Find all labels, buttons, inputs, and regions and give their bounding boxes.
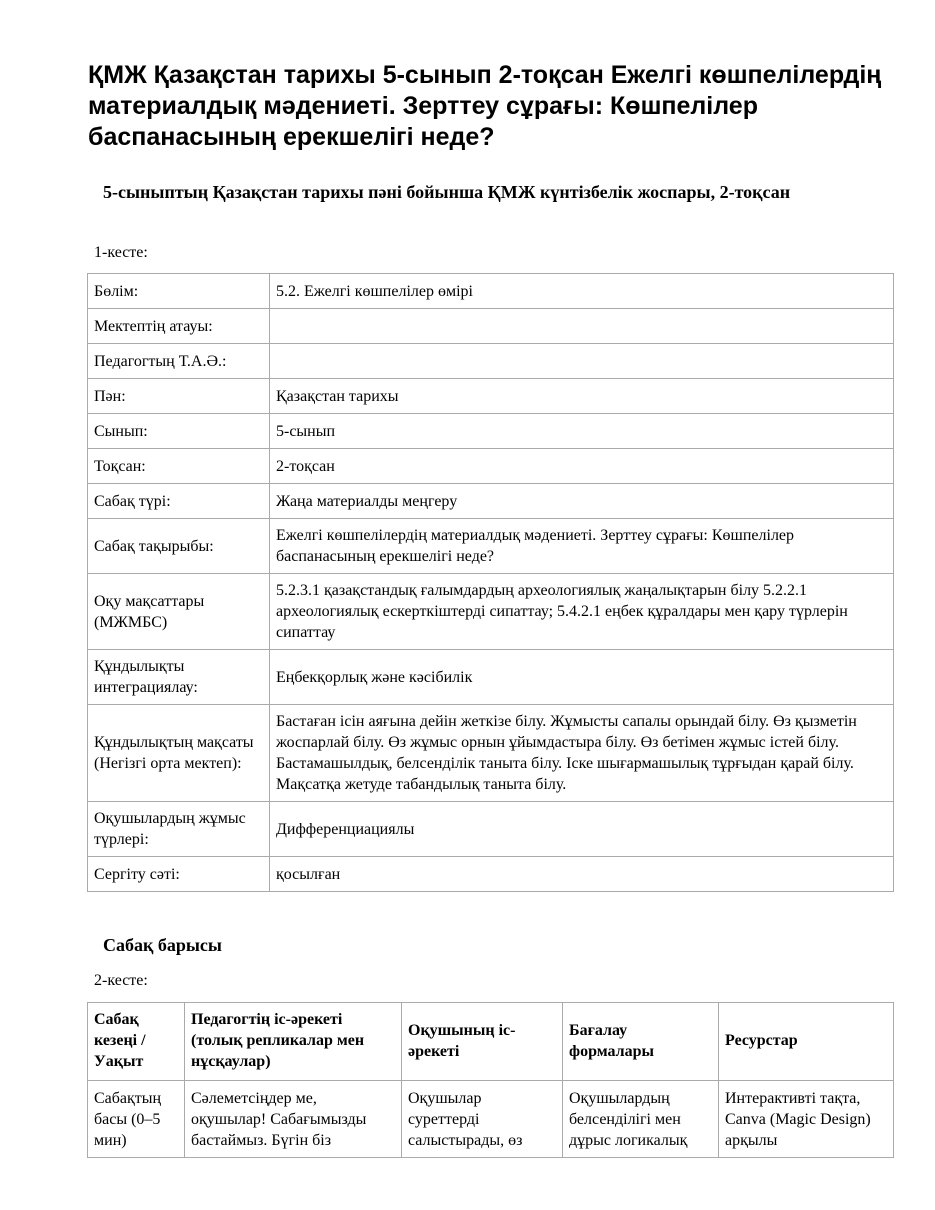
column-header-student-actions: Оқушының іс-әрекеті [402, 1003, 563, 1081]
row-label: Тоқсан: [88, 449, 270, 484]
row-label: Бөлім: [88, 274, 270, 309]
table-row [88, 1081, 894, 1158]
page-title: ҚМЖ Қазақстан тарихы 5-сынып 2-тоқсан Ежелгі көшпелілердің материалдық мәдениеті. Зерттеу сұрағы: Көшпелілер баспанасының ерекшелігі неде? [88, 61, 882, 151]
row-value [270, 344, 894, 379]
row-label: Сергіту сәті: [88, 857, 270, 892]
row-value: 5-сынып [270, 414, 894, 449]
column-header-teacher-actions: Педагогтің іс-әрекеті (толық репликалар мен нұсқаулар) [185, 1003, 402, 1081]
column-header-resources: Ресурстар [719, 1003, 894, 1081]
table-row [88, 414, 894, 449]
table-row [88, 857, 894, 892]
section-heading-lesson-flow: Сабақ барысы [103, 935, 222, 955]
row-value: Жаңа материалды меңгеру [270, 484, 894, 519]
table-row [88, 650, 894, 705]
row-label: Оқу мақсаттары (МЖМБС) [88, 574, 270, 650]
row-label: Педагогтың Т.А.Ә.: [88, 344, 270, 379]
table-row [88, 802, 894, 857]
row-value: 2-тоқсан [270, 449, 894, 484]
row-value: Бастаған ісін аяғына дейін жеткізе білу. Жұмысты сапалы орындай білу. Өз қызметін жоспарлай білу. Өз жұмыс орнын ұйымдастыра білу. Өз бетімен жұмыс істей білу. Бастамашылдық, белсенділік таныта білу. Іске шығармашылық тұрғыдан қарай білу. Мақсатқа жетуде табандылық таныта білу. [270, 705, 894, 802]
row-value: 5.2. Ежелгі көшпелілер өмірі [270, 274, 894, 309]
table-row [88, 449, 894, 484]
row-label: Сабақ түрі: [88, 484, 270, 519]
table-row [88, 705, 894, 802]
row-label: Сынып: [88, 414, 270, 449]
table-row [88, 274, 894, 309]
row-value: Қазақстан тарихы [270, 379, 894, 414]
row-label: Мектептің атауы: [88, 309, 270, 344]
table-header-row [88, 1003, 894, 1081]
row-label: Пән: [88, 379, 270, 414]
cell-stage: Сабақтың басы (0–5 мин) [88, 1081, 185, 1158]
table-row [88, 484, 894, 519]
table-caption-1: 1-кесте: [94, 244, 148, 261]
row-value: қосылған [270, 857, 894, 892]
cell-student-actions: Оқушылар суреттерді салыстырады, өз [402, 1081, 563, 1158]
cell-teacher-actions: Сәлеметсіңдер ме, оқушылар! Сабағымызды бастаймыз. Бүгін біз [185, 1081, 402, 1158]
row-value: Еңбекқорлық және кәсібилік [270, 650, 894, 705]
row-value: 5.2.3.1 қазақстандық ғалымдардың археологиялық жаңалықтарын білу 5.2.2.1 археологиялық ескерткіштерді сипаттау; 5.4.2.1 еңбек құралдары мен қару түрлерін сипаттау [270, 574, 894, 650]
cell-resources: Интерактивті тақта, Canva (Magic Design) арқылы [719, 1081, 894, 1158]
row-value: Ежелгі көшпелілердің материалдық мәдениеті. Зерттеу сұрағы: Көшпелілер баспанасының ерекшелігі неде? [270, 519, 894, 574]
table-row [88, 344, 894, 379]
table-row [88, 309, 894, 344]
row-value [270, 309, 894, 344]
row-value: Дифференциациялы [270, 802, 894, 857]
table-row [88, 574, 894, 650]
lesson-info-table [87, 273, 894, 892]
column-header-assessment: Бағалау формалары [563, 1003, 719, 1081]
row-label: Құндылықтың мақсаты (Негізгі орта мектеп): [88, 705, 270, 802]
lesson-flow-table [87, 1002, 894, 1158]
section-heading-plan: 5-сыныптың Қазақстан тарихы пәні бойынша ҚМЖ күнтізбелік жоспары, 2-тоқсан [103, 182, 791, 202]
row-label: Сабақ тақырыбы: [88, 519, 270, 574]
row-label: Құндылықты интеграциялау: [88, 650, 270, 705]
column-header-stage: Сабақ кезеңі / Уақыт [88, 1003, 185, 1081]
cell-assessment: Оқушылардың белсенділігі мен дұрыс логикалық [563, 1081, 719, 1158]
table-caption-2: 2-кесте: [94, 972, 148, 989]
row-label: Оқушылардың жұмыс түрлері: [88, 802, 270, 857]
table-row [88, 379, 894, 414]
table-row [88, 519, 894, 574]
